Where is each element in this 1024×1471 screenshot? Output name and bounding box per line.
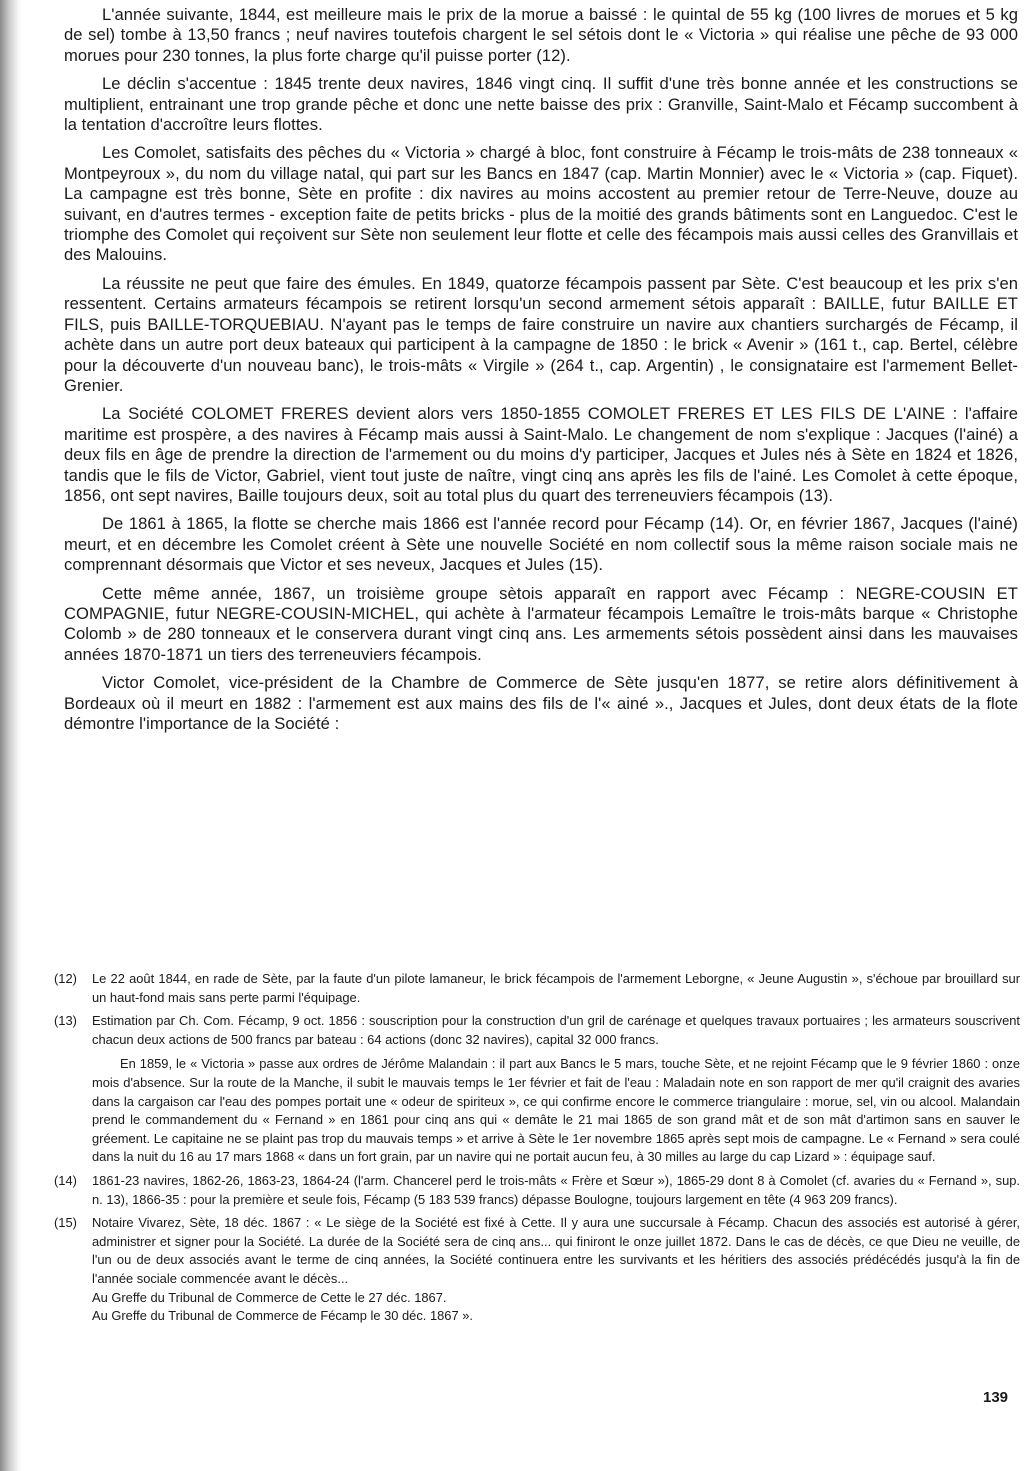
footnote-text: 1861-23 navires, 1862-26, 1863-23, 1864-24 (l'arm. Chancerel perd le trois-mâts « Frère et Sœur »), 1865-29 dont 8 à Comolet (cf. avaries du « Fernand », sup. n. 13), 1866-35 : pour la première et seule fois, Fécamp (5 183 539 francs) dépasse Boulogne, toujours largement en tête (4 963 209 francs). — [92, 1172, 1020, 1207]
footnote-14 — [54, 1172, 1020, 1209]
paragraph-7: Cette même année, 1867, un troisième groupe sètois apparaît en rapport avec Fécamp : NEGRE-COUSIN ET COMPAGNIE, futur NEGRE-COUSIN-MICHEL, qui achète à l'armateur fécampois Lemaître le trois-mâts barque « Christophe Colomb » de 280 tonneaux et le conservera durant vingt cinq ans. Les armements sétois possèdent ainsi dans les mauvaises années 1870-1871 un tiers des terreneuviers fécampois. — [64, 583, 1018, 664]
paragraph-2: Le déclin s'accentue : 1845 trente deux navires, 1846 vingt cinq. Il suffit d'une très bonne année et les constructions se multiplient, entrainant une trop grande pêche et donc une nette baisse des prix : Granville, Saint-Malo et Fécamp succombent à la tentation d'accroître leurs flottes. — [64, 74, 1018, 135]
page-number: 139 — [983, 1389, 1009, 1406]
footnote-text-line: Au Greffe du Tribunal de Commerce de Fécamp le 30 déc. 1867 ». — [92, 1308, 473, 1324]
footnote-15 — [54, 1214, 1020, 1326]
footnote-text-line: Au Greffe du Tribunal de Commerce de Cette le 27 déc. 1867. — [92, 1289, 447, 1305]
footnote-text: Notaire Vivarez, Sète, 18 déc. 1867 : « Le siège de la Société est fixé à Cette. Il y aura une succursale à Fécamp. Chacun des associés est autorisé à gérer, administrer et signer pour la Société. La durée de la Société sera de cinq ans... qui finiront le onze juillet 1872. Dans le cas de décès, ce que Dieu ne veuille, de l'un ou de deux associés avant le terme de cinq années, la Société continuera entre les survivants et les héritiers des associés prédécédés jusqu'à la fin de l'année sociale commencée avant le décès... — [92, 1215, 1020, 1286]
main-text — [64, 5, 1018, 734]
footnote-number: (12) — [54, 971, 77, 986]
paragraph-4: La réussite ne peut que faire des émules. En 1849, quatorze fécampois passent par Sète. C'est beaucoup et les prix s'en ressentent. Certains armateurs fécampois se retirent lorsqu'un second armement sétois apparaît : BAILLE, futur BAILLE ET FILS, puis BAILLE-TORQUEBIAU. N'ayant pas le temps de faire construire un navire aux chantiers surchargés de Fécamp, il achète dans un autre port deux bateaux qui participent à la campagne de 1850 : le brick « Avenir » (161 t., cap. Bertel, célèbre pour la découverte d'un nouveau banc), le trois-mâts « Virgile » (264 t., cap. Argentin) , le consignataire est l'armement Bellet-Grenier. — [64, 273, 1018, 395]
footnote-13 — [54, 1012, 1020, 1167]
paragraph-1: L'année suivante, 1844, est meilleure mais le prix de la morue a baissé : le quintal de 55 kg (100 livres de morues et 5 kg de sel) tombe à 13,50 francs ; neuf navires toutefois chargent le sel sétois dont le « Victoria » qui réalise une pêche de 93 000 morues pour 230 tonnes, la plus forte charge qu'il puisse porter (12). — [64, 5, 1018, 65]
paragraph-3: Les Comolet, satisfaits des pêches du « Victoria » chargé à bloc, font construire à Fécamp le trois-mâts de 238 tonneaux « Montpeyroux », du nom du village natal, qui part sur les Bancs en 1847 (cap. Martin Monnier) avec le « Victoria » (cap. Fiquet). La campagne est très bonne, Sète en profite : dix navires au moins accostent au premier retour de Terre-Neuve, douze au suivant, en d'autres termes - exception faite de petits bricks - plus de la moitié des grands bâtiments sont en Languedoc. C'est le triomphe des Comolet qui reçoivent sur Sète non seulement leur flotte et celle des fécampois mais aussi celles des Granvillais et des Malouins. — [64, 143, 1018, 265]
footnote-number: (14) — [54, 1172, 77, 1188]
footnotes — [54, 970, 1020, 1331]
paragraph-6: De 1861 à 1865, la flotte se cherche mais 1866 est l'année record pour Fécamp (14). Or, en février 1867, Jacques (l'ainé) meurt, et en décembre les Comolet créent à Sète une nouvelle Société en nom collectif sous la même raison sociale mais ne comprennant désormais que Victor et ses neveux, Jacques et Jules (15). — [64, 514, 1018, 575]
footnote-number: (13) — [54, 1013, 77, 1029]
footnote-text: Le 22 août 1844, en rade de Sète, par la faute d'un pilote lamaneur, le brick fécampois de l'armement Leborgne, « Jeune Augustin », s'échoue par brouillard sur un haut-fond mais sans perte parmi l'équipage. — [92, 971, 1020, 1005]
footnote-text-continued: En 1859, le « Victoria » passe aux ordres de Jérôme Malandain : il part aux Bancs le 5 mars, touche Sète, et ne rejoint Fécamp que le 9 février 1860 : onze mois d'absence. Sur la route de la Manche, il subit le mauvais temps le 1er février et fait de l'eau : Maladain note en son rapport de mer qu'il craignit des avaries dans la cargaison car l'eau des pompes portait une « odeur de spiriteux », ce qui confirme encore le commerce triangulaire : morue, sel, vin ou alcool. Malandain prend le commandement du « Fernand » en 1861 pour cinq ans qui « demâte le 21 mai 1865 de son grand mât et de son mât d'artimon sans en sauver le gréement. Le capitaine ne se plaint pas trop du mauvais temps » et arrive à Sète le 1er novembre 1865 après sept mois de campagne. Le « Fernand » sera coulé dans la nuit du 16 au 17 mars 1868 « dans un fort grain, par un navire qui ne portait aucun feu, à 30 milles au large du cap Lizard » : équipage sauf. — [92, 1056, 1020, 1165]
footnote-12 — [54, 970, 1020, 1007]
page-body — [64, 5, 1018, 742]
paragraph-8: Victor Comolet, vice-président de la Chambre de Commerce de Sète jusqu'en 1877, se retire alors définitivement à Bordeaux où il meurt en 1882 : l'armement est aux mains des fils de l'« ainé »., Jacques et Jules, dont deux états de la flote démontre l'importance de la Société : — [64, 673, 1018, 733]
footnote-text: Estimation par Ch. Com. Fécamp, 9 oct. 1856 : souscription pour la construction d'un gril de carénage et quelques travaux portuaires ; les armateurs souscrivent chacun deux actions de 500 francs par bateau : 64 actions (donc 32 navires), capital 32 000 francs. — [92, 1013, 1020, 1047]
paragraph-5: La Société COLOMET FRERES devient alors vers 1850-1855 COMOLET FRERES ET LES FILS DE L'AINE : l'affaire maritime est prospère, a des navires à Fécamp mais aussi à Saint-Malo. Le changement de nom s'explique : Jacques (l'ainé) a deux fils en âge de prendre la direction de l'armement ou du moins d'y participer, Jacques et Jules nés à Sète en 1824 et 1826, tandis que le fils de Victor, Gabriel, vient tout juste de naître, vingt cinq ans après les fils de l'ainé. Les Comolet à cette époque, 1856, ont sept navires, Baille toujours deux, soit au total plus du quart des terreneuviers fécampois (13). — [64, 404, 1018, 505]
footnote-number: (15) — [54, 1215, 77, 1231]
binding-shadow — [0, 0, 22, 1471]
